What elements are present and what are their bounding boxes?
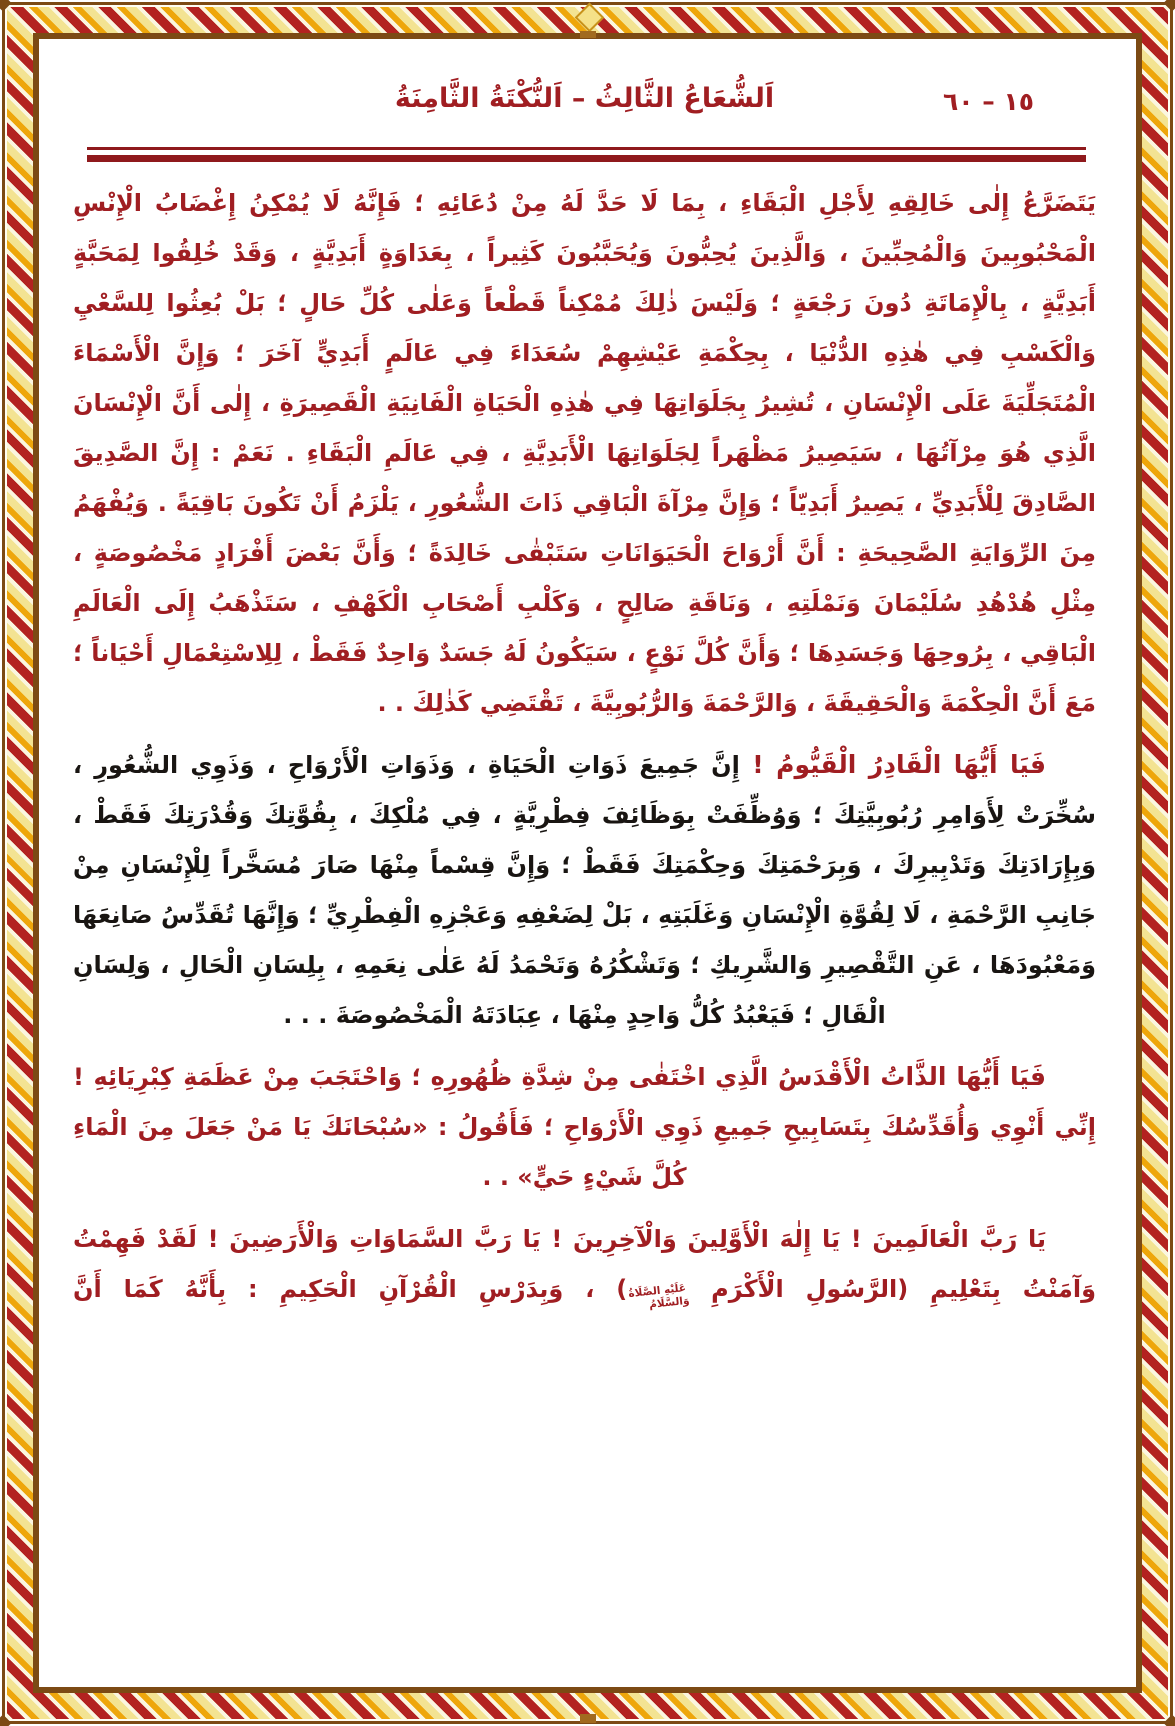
salawat-calligraphy-mark: عَلَيْهِ الصَّلَاةُ وَالسَّلَامُ bbox=[628, 1281, 691, 1311]
paragraph-rabb-alamin-text-start: يَا رَبَّ الْعَالَمِينَ ! يَا إِلٰهَ الْأَوَّلِينَ وَالْآخِرِينَ ! يَا رَبَّ السَّمَاوَاتِ وَالْأَرَضِينَ ! لَقَدْ فَهِمْتُ وَآمَنْتُ بِتَعْلِيمِ (الرَّسُولِ الْأَكْرَمِ bbox=[73, 1225, 1096, 1303]
paragraph-qadir-qayyum bbox=[73, 740, 1096, 1040]
page-content bbox=[39, 39, 1136, 1687]
border-chain-pattern bbox=[7, 7, 1168, 1719]
vocative-dhat-aqdas: فَيَا أَيُّهَا الذَّاتُ الْأَقْدَسُ bbox=[768, 1062, 1046, 1091]
top-center-connector-icon bbox=[580, 31, 596, 38]
paragraph-continuation bbox=[73, 178, 1096, 728]
paragraph-continuation-text: يَتَضَرَّعُ إِلٰى خَالِقِهِ لِأَجْلِ الْبَقَاءِ ، بِمَا لَا حَدَّ لَهُ مِنْ دُعَائِهِ ؛ فَإِنَّهُ لَا يُمْكِنُ إِغْضَابُ الْإِنْسِ الْمَحْبُوبِينَ وَالْمُحِبِّينَ ، وَالَّذِينَ يُحِبُّونَ وَيُحَبَّبُونَ كَثِيراً ، بِعَدَاوَةٍ أَبَدِيَّةٍ ، وَقَدْ خُلِقُوا لِمَحَبَّةٍ أَبَدِيَّةٍ ، بِالْإِمَاتَةِ دُونَ رَجْعَةٍ ؛ وَلَيْسَ ذٰلِكَ مُمْكِناً قَطْعاً وَعَلٰى كُلِّ حَالٍ ؛ بَلْ بُعِثُوا لِلسَّعْيِ وَالْكَسْبِ فِي هٰذِهِ الدُّنْيَا ، بِحِكْمَةِ عَيْشِهِمْ سُعَدَاءَ فِي عَالَمٍ أَبَدِيٍّ آخَرَ ؛ وَإِنَّ الْأَسْمَاءَ الْمُتَجَلِّيَةَ عَلَى الْإِنْسَانِ ، تُشِيرُ بِجَلَوَاتِهَا فِي هٰذِهِ الْحَيَاةِ الْفَانِيَةِ الْقَصِيرَةِ ، إِلٰى أَنَّ الْإِنْسَانَ الَّذِي هُوَ مِرْآتُهَا ، سَيَصِيرُ مَظْهَراً لِجَلَوَاتِهَا الْأَبَدِيَّةِ ، فِي عَالَمِ الْبَقَاءِ . نَعَمْ : إِنَّ الصَّدِيقَ الصَّادِقَ لِلْأَبَدِيِّ ، يَصِيرُ أَبَدِيّاً ؛ وَإِنَّ مِرْآةَ الْبَاقِي ذَاتَ الشُّعُورِ ، يَلْزَمُ أَنْ تَكُونَ بَاقِيَةً . وَيُفْهَمُ مِنَ الرِّوَايَةِ الصَّحِيحَةِ : أَنَّ أَرْوَاحَ الْحَيَوَانَاتِ سَتَبْقٰى خَالِدَةً ؛ وَأَنَّ بَعْضَ أَفْرَادٍ مَخْصُوصَةٍ ، مِثْلِ هُدْهُدِ سُلَيْمَانَ وَنَمْلَتِهِ ، وَنَاقَةِ صَالِحٍ ، وَكَلْبِ أَصْحَابِ الْكَهْفِ ، سَتَذْهَبُ إِلَى الْعَالَمِ الْبَاقِي ، بِرُوحِهَا وَجَسَدِهَا ؛ وَأَنَّ كُلَّ نَوْعٍ ، سَيَكُونُ لَهُ جَسَدٌ وَاحِدٌ فَقَطْ ، لِلِاسْتِعْمَالِ أَحْيَاناً ؛ مَعَ أَنَّ الْحِكْمَةَ وَالْحَقِيقَةَ ، وَالرَّحْمَةَ وَالرُّبُوبِيَّةَ ، تَقْتَضِي كَذٰلِكَ . . bbox=[73, 189, 1096, 717]
page-header bbox=[73, 55, 1096, 147]
paragraph-dhat-aqdas bbox=[73, 1052, 1096, 1202]
paragraph-rabb-alamin-text-end: ) ، وَبِدَرْسِ الْقُرْآنِ الْحَكِيمِ : بِأَنَّهُ كَمَا أَنَّ bbox=[73, 1275, 628, 1303]
bottom-center-connector-icon bbox=[580, 1714, 596, 1723]
page-number: ١٥ – ٦٠ bbox=[943, 87, 1034, 116]
paragraph-qadir-qayyum-text: إِنَّ جَمِيعَ ذَوَاتِ الْحَيَاةِ ، وَذَوَاتِ الْأَرْوَاحِ ، وَذَوِي الشُّعُورِ ، سُخِّرَتْ لِأَوَامِرِ رُبُوبِيَّتِكَ ؛ وَوُظِّفَتْ بِوَظَائِفَ فِطْرِيَّةٍ ، فِي مُلْكِكَ ، بِقُوَّتِكَ وَقُدْرَتِكَ فَقَطْ ، وَبِإِرَادَتِكَ وَتَدْبِيرِكَ ، وَبِرَحْمَتِكَ وَحِكْمَتِكَ فَقَطْ ؛ وَإِنَّ قِسْماً مِنْهَا صَارَ مُسَخَّراً لِلْإِنْسَانِ مِنْ جَانِبِ الرَّحْمَةِ ، لَا لِقُوَّةِ الْإِنْسَانِ وَغَلَبَتِهِ ، بَلْ لِضَعْفِهِ وَعَجْزِهِ الْفِطْرِيِّ ؛ وَإِنَّهَا تُقَدِّسُ صَانِعَهَا وَمَعْبُودَهَا ، عَنِ التَّقْصِيرِ وَالشَّرِيكِ ؛ وَتَشْكُرُهُ وَتَحْمَدُ لَهُ عَلٰى نِعَمِهِ ، بِلِسَانِ الْحَالِ ، وَلِسَانِ الْقَالِ ؛ فَيَعْبُدُ كُلُّ وَاحِدٍ مِنْهَا ، عِبَادَتَهُ الْمَخْصُوصَةَ . . . bbox=[73, 751, 1096, 1029]
body-text bbox=[73, 178, 1096, 1314]
border-inner-line bbox=[33, 33, 1142, 1693]
double-rule bbox=[87, 147, 1086, 162]
border-outer-line bbox=[2, 2, 1173, 1724]
vocative-qadir-qayyum: فَيَا أَيُّهَا الْقَادِرُ الْقَيُّومُ ! bbox=[739, 750, 1046, 779]
paragraph-dhat-aqdas-text: الَّذِي اخْتَفٰى مِنْ شِدَّةِ ظُهُورِهِ ؛ وَاحْتَجَبَ مِنْ عَظَمَةِ كِبْرِيَائِهِ ! إِنِّي أَنْوِي وَأُقَدِّسُكَ بِتَسَابِيحِ جَمِيعِ ذَوِي الْأَرْوَاحِ ؛ فَأَقُولُ : «سُبْحَانَكَ يَا مَنْ جَعَلَ مِنَ الْمَاءِ كُلَّ شَيْءٍ حَيٍّ» . . bbox=[73, 1063, 1096, 1191]
page-title: اَلشُّعَاعُ الثَّالِثُ – اَلنُّكْتَةُ الثَّامِنَةُ bbox=[394, 83, 775, 114]
paragraph-rabb-alamin bbox=[73, 1214, 1096, 1314]
